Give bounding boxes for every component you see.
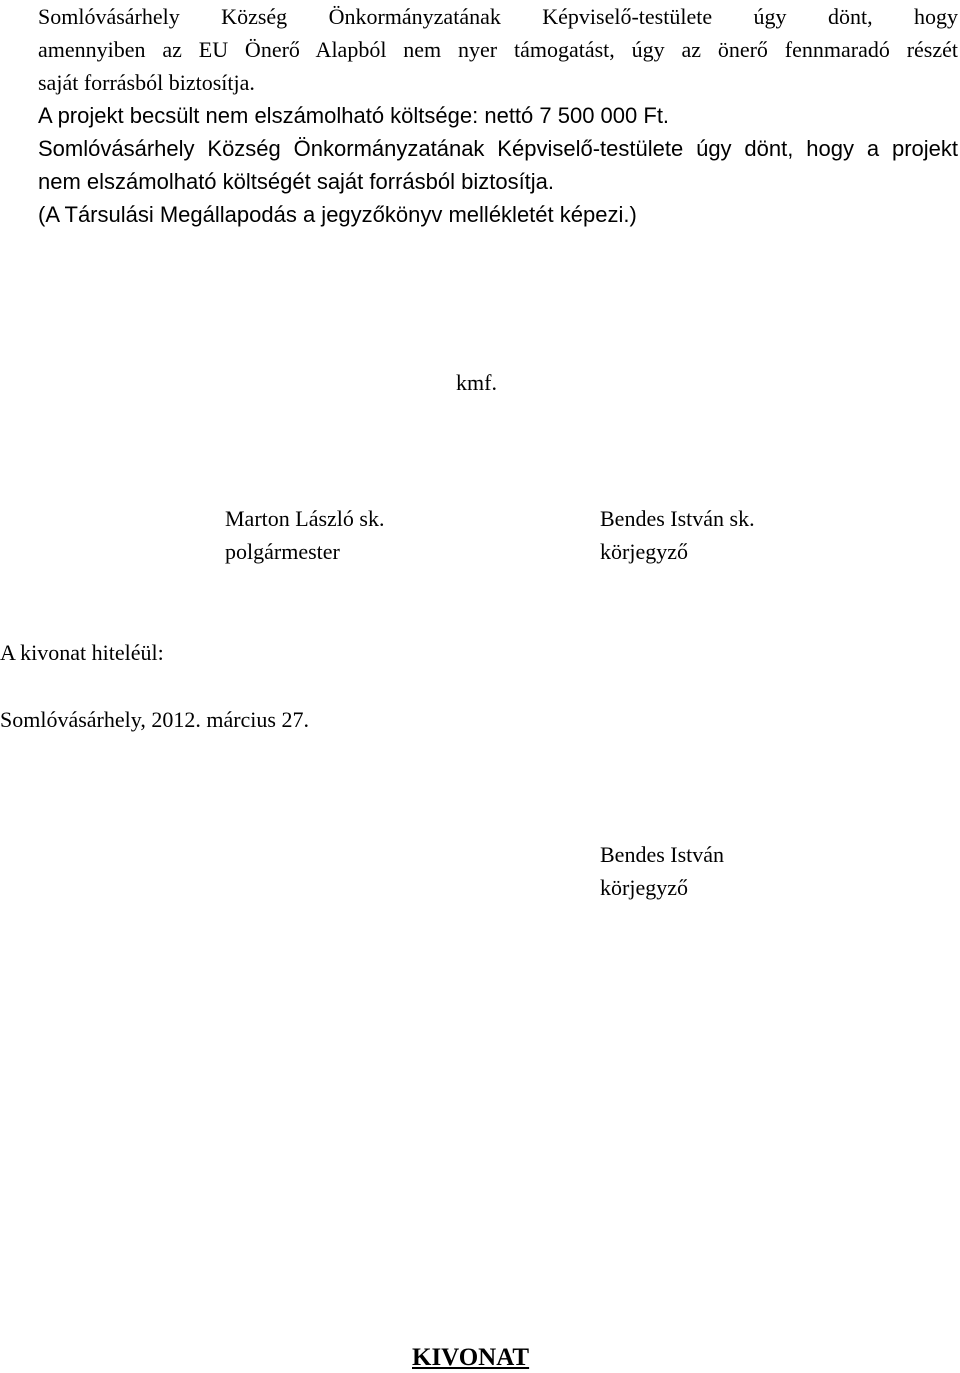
mayor-title: polgármester xyxy=(225,539,340,564)
place-date: Somlóvásárhely, 2012. március 27. xyxy=(0,707,309,732)
certification-label: A kivonat hiteléül: xyxy=(0,640,164,665)
resolution-line: nem elszámolható költségét saját forrásból biztosítja. xyxy=(38,169,555,194)
notary-name: Bendes István sk. xyxy=(600,506,755,531)
resolution-line: amennyiben az EU Önerő Alapból nem nyer támogatást, úgy az önerő fennmaradó részét xyxy=(38,37,958,62)
resolution-line: Somlóvásárhely Község Önkormányzatának Képviselő-testülete úgy dönt, hogy xyxy=(38,4,958,29)
signer-name: Bendes István xyxy=(600,842,725,867)
page-title: KIVONAT xyxy=(412,1344,530,1371)
mayor-name: Marton László sk. xyxy=(225,506,385,531)
signer-title: körjegyző xyxy=(600,875,688,900)
resolution-line: A projekt becsült nem elszámolható költsége: nettó 7 500 000 Ft. xyxy=(38,103,670,128)
notary-title: körjegyző xyxy=(600,539,688,564)
resolution-text xyxy=(38,0,958,231)
resolution-line: (A Társulási Megállapodás a jegyzőkönyv mellékletét képezi.) xyxy=(38,202,637,227)
kmf-label: kmf. xyxy=(456,370,497,395)
resolution-line: Somlóvásárhely Község Önkormányzatának Képviselő-testülete úgy dönt, hogy a projekt xyxy=(38,136,958,161)
resolution-line: saját forrásból biztosítja. xyxy=(38,70,255,95)
